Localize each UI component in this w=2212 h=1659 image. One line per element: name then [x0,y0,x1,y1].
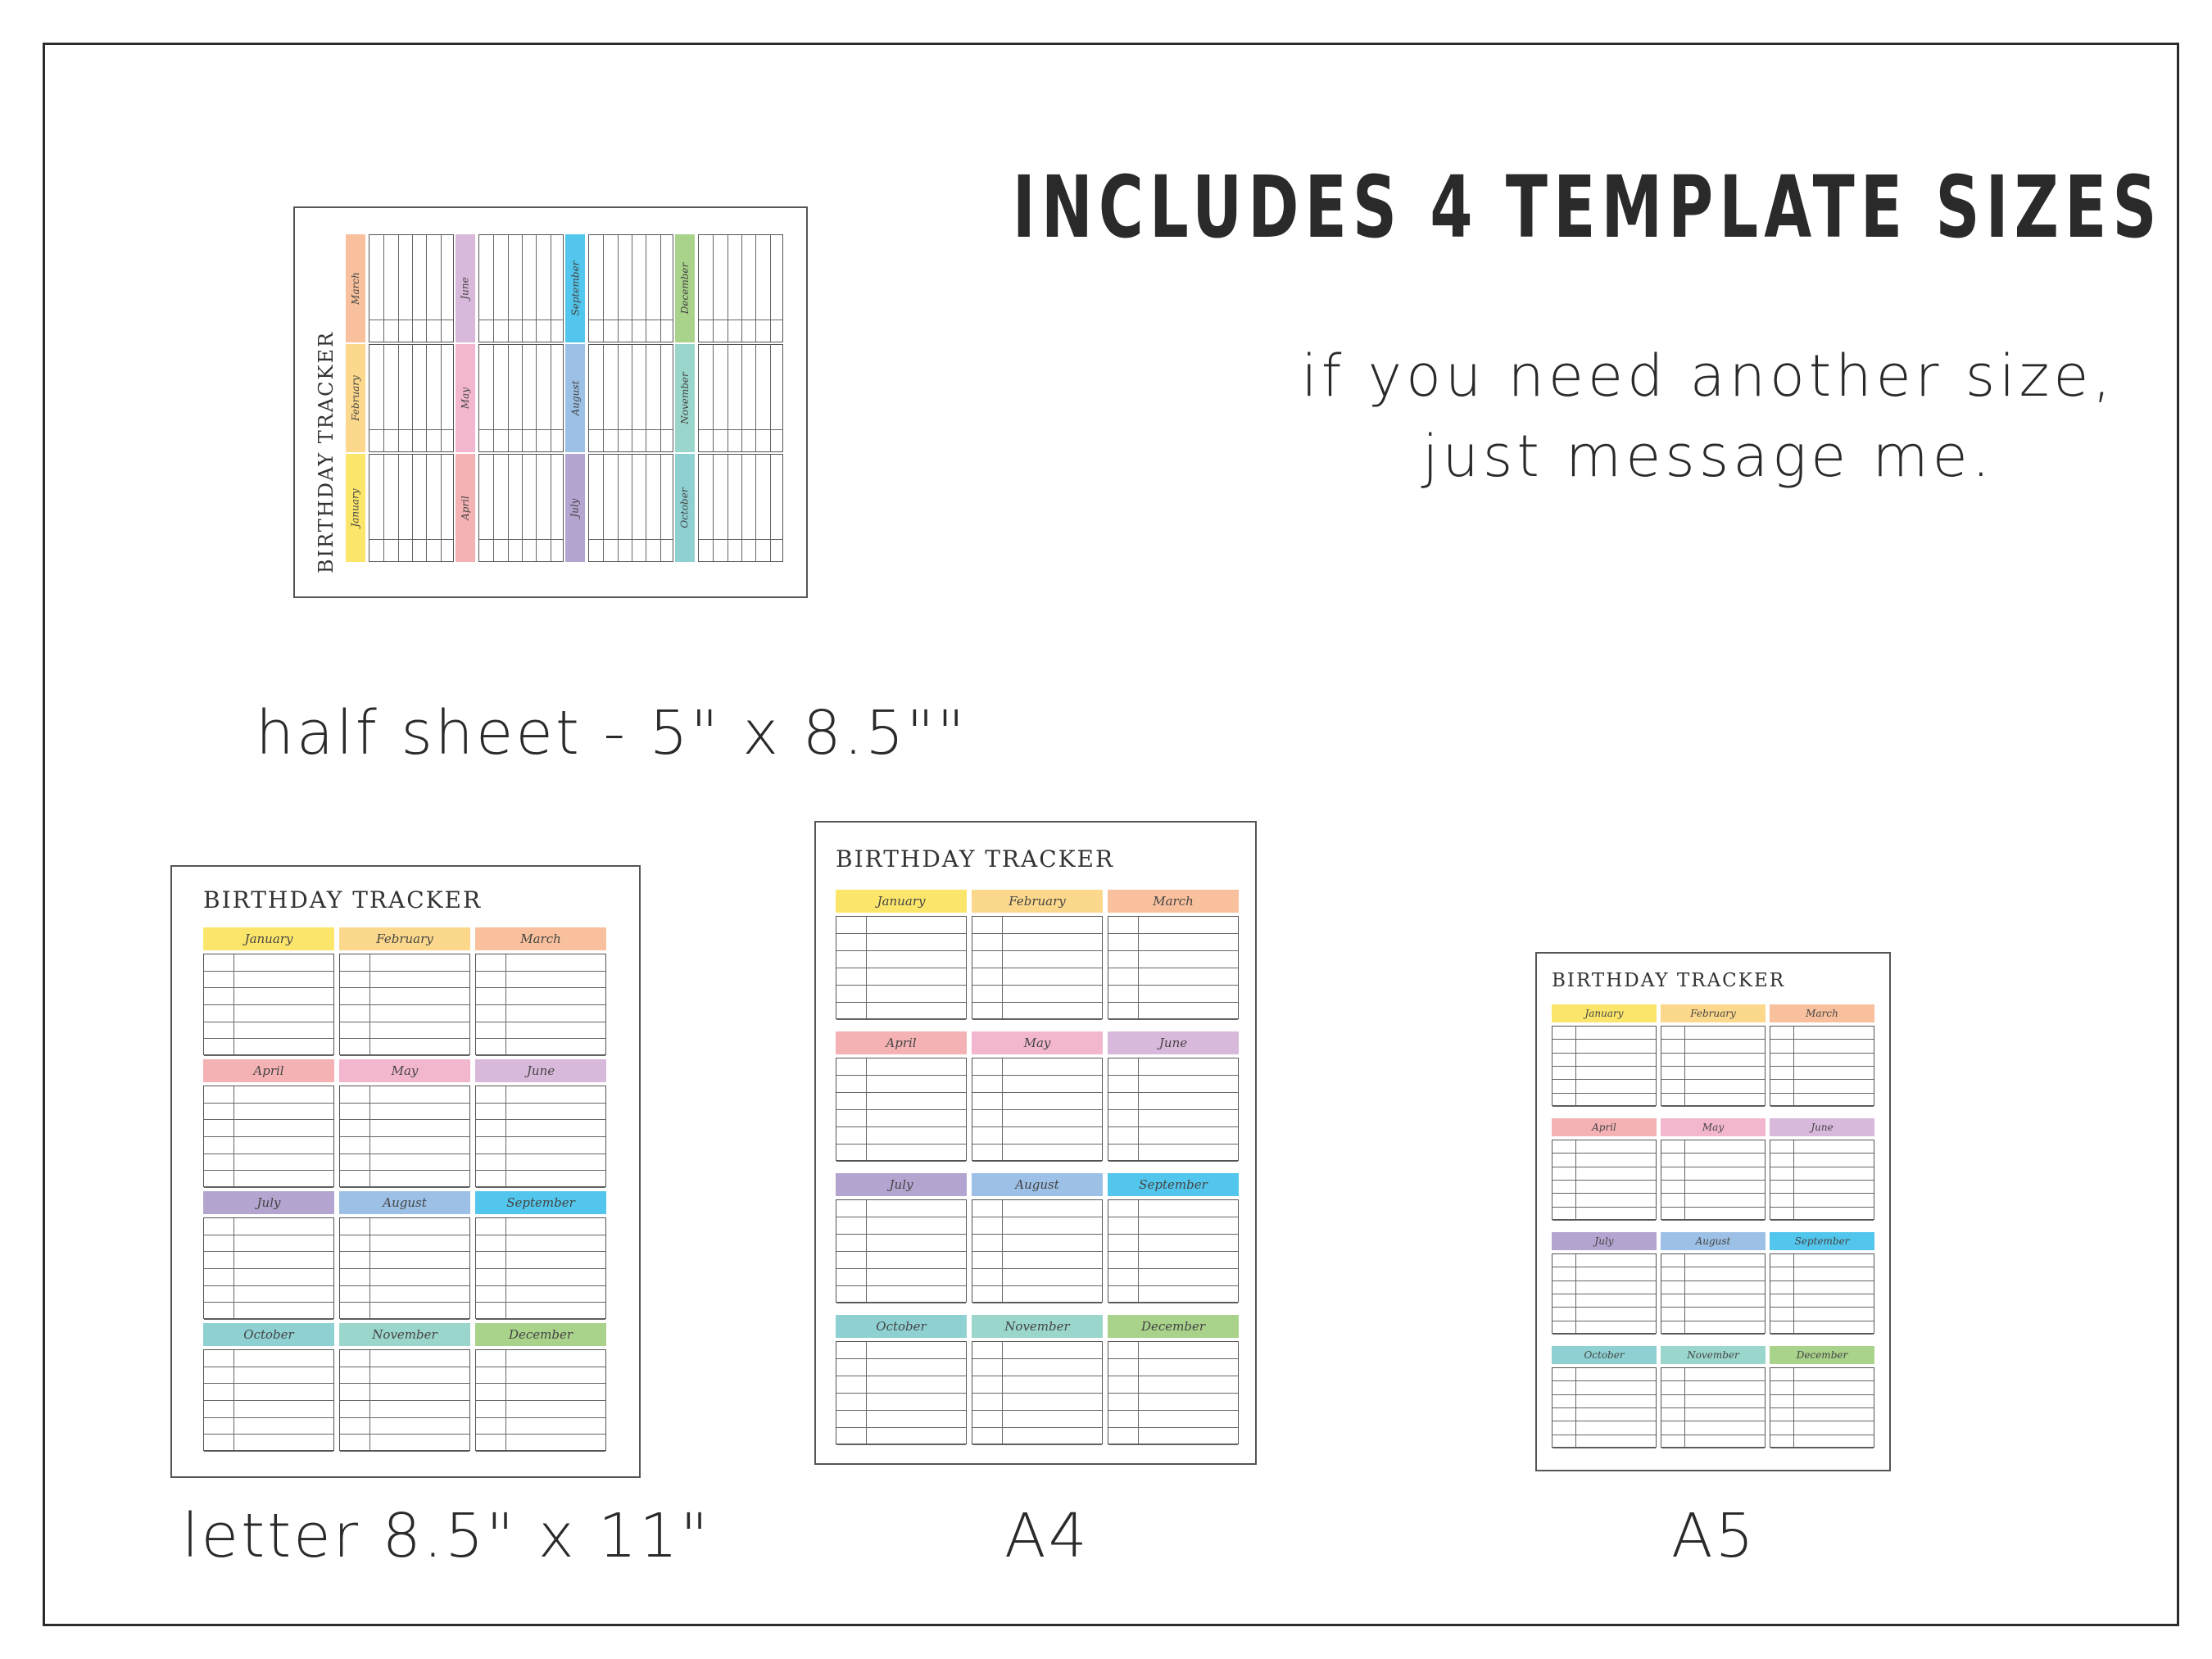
month-label: October [1552,1346,1657,1364]
half-month-block-june [456,234,564,342]
month-grid [698,344,783,452]
month-label: September [475,1191,606,1214]
month-grid [836,1341,967,1444]
month-label: January [1552,1004,1657,1022]
month-block-january [836,890,967,1019]
month-grid [698,234,783,342]
month-grid [1770,1367,1874,1448]
half-sheet-title: BIRTHDAY TRACKER [315,330,338,573]
month-label: December [679,262,691,315]
month-label: December [1770,1346,1874,1364]
month-label: May [1661,1118,1766,1136]
month-grid [972,1199,1103,1303]
month-label: June [1108,1031,1239,1054]
month-block-april [203,1059,334,1187]
month-block-december [475,1323,606,1451]
month-grid [1661,1253,1766,1334]
month-grid [1770,1026,1874,1106]
month-label: October [203,1323,334,1346]
month-label: July [1552,1232,1657,1250]
month-grid [475,1086,606,1187]
month-grid [478,234,564,342]
half-month-block-may [456,344,564,452]
subline [1278,336,2138,496]
sheet-title: BIRTHDAY TRACKER [203,886,483,913]
letter-sheet-preview [170,865,641,1478]
month-block-june [1770,1118,1874,1220]
month-grid [1108,1199,1239,1303]
month-grid [1552,1367,1657,1448]
month-label: March [1770,1004,1874,1022]
month-block-august [1661,1232,1766,1334]
month-grid [588,344,673,452]
month-grid [478,344,564,452]
caption-a5: A5 [1671,1501,1756,1571]
month-block-november [972,1315,1103,1444]
subline-line-1: if you need another size, [1301,342,2115,410]
month-label: May [972,1031,1103,1054]
month-block-march [1770,1004,1874,1106]
month-grid [475,1217,606,1319]
month-block-may [972,1031,1103,1161]
month-label: November [972,1315,1103,1338]
month-block-may [339,1059,470,1187]
caption-a4: A4 [1004,1501,1090,1571]
month-label: January [836,890,967,913]
half-sheet-preview [293,206,808,598]
month-label: February [972,890,1103,913]
a5-sheet-preview [1535,952,1891,1471]
half-month-block-october [675,454,783,562]
month-label: January [350,488,361,528]
month-grid [369,454,454,562]
half-month-block-march [346,234,454,342]
month-grid [1552,1140,1657,1220]
month-grid [836,916,967,1019]
month-label: November [1661,1346,1766,1364]
month-grid [1661,1026,1766,1106]
month-grid [339,1086,470,1187]
month-grid [475,954,606,1055]
month-block-february [339,927,470,1055]
half-month-block-july [565,454,673,562]
month-block-june [475,1059,606,1187]
month-block-march [475,927,606,1055]
month-label: March [475,927,606,950]
caption-letter: letter 8.5" x 11" [182,1501,711,1571]
month-grid [339,1349,470,1451]
month-label: February [350,375,361,421]
month-block-june [1108,1031,1239,1161]
half-month-block-september [565,234,673,342]
month-label: July [569,498,581,518]
month-label: September [1108,1173,1239,1196]
month-label: August [569,380,582,416]
month-grid [475,1349,606,1451]
month-grid [1770,1140,1874,1220]
month-block-october [836,1315,967,1444]
month-block-january [203,927,334,1055]
month-block-october [203,1323,334,1451]
month-label: August [1661,1232,1766,1250]
month-grid [588,234,673,342]
month-block-august [339,1191,470,1319]
month-label: August [339,1191,470,1214]
month-grid [1552,1026,1657,1106]
month-grid [1661,1367,1766,1448]
month-grid [369,344,454,452]
month-grid [1108,1341,1239,1444]
month-block-december [1108,1315,1239,1444]
month-grid [972,1341,1103,1444]
month-grid [1108,916,1239,1019]
month-label: March [350,272,362,305]
month-grid [339,954,470,1055]
month-label: February [339,927,470,950]
month-block-february [1661,1004,1766,1106]
half-month-block-february [346,344,454,452]
month-block-september [1108,1173,1239,1303]
month-grid [1108,1058,1239,1161]
month-block-august [972,1173,1103,1303]
month-block-april [1552,1118,1657,1220]
month-grid [836,1058,967,1161]
month-label: November [339,1323,470,1346]
month-grid [203,954,334,1055]
month-block-february [972,890,1103,1019]
month-block-january [1552,1004,1657,1106]
month-label: April [460,496,472,520]
month-label: March [1108,890,1239,913]
half-month-block-november [675,344,783,452]
month-grid [369,234,454,342]
month-label: June [1770,1118,1874,1136]
month-grid [203,1086,334,1187]
month-block-april [836,1031,967,1161]
month-label: October [679,487,691,528]
month-block-may [1661,1118,1766,1220]
month-block-september [475,1191,606,1319]
month-label: July [836,1173,967,1196]
month-label: February [1661,1004,1766,1022]
month-label: April [836,1031,967,1054]
half-month-block-april [456,454,564,562]
month-label: May [339,1059,470,1082]
month-block-november [1661,1346,1766,1448]
month-label: April [1552,1118,1657,1136]
month-block-july [203,1191,334,1319]
month-label: November [679,372,691,424]
month-grid [698,454,783,562]
month-grid [836,1199,967,1303]
month-label: August [972,1173,1103,1196]
month-grid [203,1217,334,1319]
month-label: September [1770,1232,1874,1250]
month-grid [203,1349,334,1451]
month-label: January [203,927,334,950]
month-grid [1770,1253,1874,1334]
month-label: October [836,1315,967,1338]
half-month-block-january [346,454,454,562]
month-grid [1552,1253,1657,1334]
month-block-october [1552,1346,1657,1448]
month-label: June [475,1059,606,1082]
month-grid [478,454,564,562]
subline-line-2: just message me. [1422,423,1994,490]
caption-half-sheet: half sheet - 5" x 8.5"" [256,698,968,768]
month-block-september [1770,1232,1874,1334]
sheet-title: BIRTHDAY TRACKER [836,845,1115,873]
a4-sheet-preview [814,821,1257,1465]
month-block-march [1108,890,1239,1019]
month-grid [339,1217,470,1319]
month-block-july [1552,1232,1657,1334]
month-label: April [203,1059,334,1082]
month-grid [972,1058,1103,1161]
month-grid [1661,1140,1766,1220]
month-label: December [1108,1315,1239,1338]
month-block-november [339,1323,470,1451]
month-label: July [203,1191,334,1214]
month-label: December [475,1323,606,1346]
month-label: May [460,387,472,410]
month-label: September [569,261,582,316]
month-label: June [460,277,471,300]
month-block-december [1770,1346,1874,1448]
month-grid [972,916,1103,1019]
half-month-block-december [675,234,783,342]
sheet-title: BIRTHDAY TRACKER [1552,970,1786,991]
month-grid [588,454,673,562]
headline: INCLUDES 4 TEMPLATE SIZES [1013,157,2163,257]
half-month-block-august [565,344,673,452]
month-block-july [836,1173,967,1303]
